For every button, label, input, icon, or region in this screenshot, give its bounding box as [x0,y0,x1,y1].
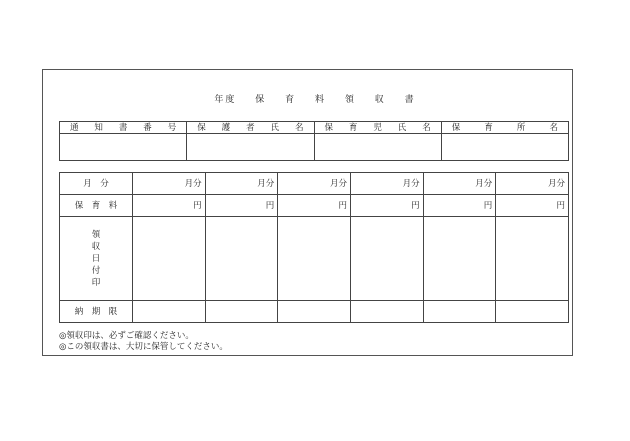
fee-amount-cell[interactable]: 円 [350,195,423,217]
header-char: 保 [451,122,461,133]
stamp-cell[interactable] [350,217,423,301]
fee-amount-cell[interactable]: 円 [133,195,206,217]
title-char: 育 [285,95,297,105]
stamp-row [60,217,569,301]
due-date-cell[interactable] [496,301,569,323]
fee-row [60,195,569,217]
stamp-label [60,217,133,301]
header-char: 名 [422,122,431,133]
fee-amount-cell[interactable]: 円 [496,195,569,217]
header-char: 者 [246,122,255,133]
month-label: 月 分 [60,173,133,195]
header-char: 通 [70,122,79,133]
due-date-cell[interactable] [350,301,423,323]
header-char: 名 [549,122,558,133]
due-date-label: 納 期 限 [60,301,133,323]
header-char: 児 [373,122,382,133]
header-char: 知 [94,122,103,133]
header-char: 育 [484,122,493,133]
due-date-row [60,301,569,323]
month-cell[interactable]: 月分 [133,173,206,195]
title-char: 料 [314,95,326,105]
fee-label: 保 育 料 [60,195,133,217]
month-row [60,173,569,195]
child-name-header [314,122,441,134]
notice-number-field[interactable] [60,134,187,161]
stamp-cell[interactable] [133,217,206,301]
info-header-row [60,122,569,134]
document-title [0,94,630,106]
header-char: 保 [197,122,206,133]
month-cell[interactable]: 月分 [205,173,278,195]
title-prefix: 年度 [214,95,237,105]
title-char: 収 [374,95,386,105]
month-cell[interactable]: 月分 [423,173,496,195]
due-date-cell[interactable] [133,301,206,323]
note-keep-receipt: ◎この領収書は、大切に保管してください。 [59,342,228,352]
title-char: 書 [404,95,416,105]
notes [59,331,228,353]
stamp-label-char: 領 [91,229,101,240]
due-date-cell[interactable] [423,301,496,323]
nursery-name-field[interactable] [441,134,568,161]
fee-amount-cell[interactable]: 円 [278,195,351,217]
header-char: 氏 [397,122,407,133]
stamp-cell[interactable] [278,217,351,301]
title-char: 領 [344,95,356,105]
header-char: 護 [221,122,231,133]
header-char: 氏 [270,122,280,133]
info-body-row [60,134,569,161]
month-cell[interactable]: 月分 [496,173,569,195]
header-char: 書 [118,122,128,133]
guardian-name-field[interactable] [187,134,314,161]
header-char: 育 [348,122,358,133]
stamp-label-char: 日 [91,253,101,264]
stamp-label-char: 付 [91,265,101,276]
month-cell[interactable]: 月分 [350,173,423,195]
header-char: 保 [324,122,334,133]
header-char: 番 [143,122,152,133]
stamp-cell[interactable] [423,217,496,301]
stamp-cell[interactable] [496,217,569,301]
note-confirm-stamp: ◎領収印は、必ずご確認ください。 [59,331,194,341]
header-char: 号 [167,122,177,133]
stamp-label-char: 印 [91,277,101,288]
info-table [59,121,569,161]
due-date-cell[interactable] [205,301,278,323]
fee-amount-cell[interactable]: 円 [423,195,496,217]
due-date-cell[interactable] [278,301,351,323]
stamp-cell[interactable] [205,217,278,301]
stamp-label-char: 収 [91,241,101,252]
fee-amount-cell[interactable]: 円 [205,195,278,217]
month-cell[interactable]: 月分 [278,173,351,195]
child-name-field[interactable] [314,134,441,161]
header-char: 所 [516,122,526,133]
header-char: 名 [294,122,304,133]
title-char: 保 [255,95,267,105]
guardian-name-header [187,122,314,134]
fee-table [59,172,569,323]
nursery-name-header [441,122,568,134]
notice-number-header [60,122,187,134]
